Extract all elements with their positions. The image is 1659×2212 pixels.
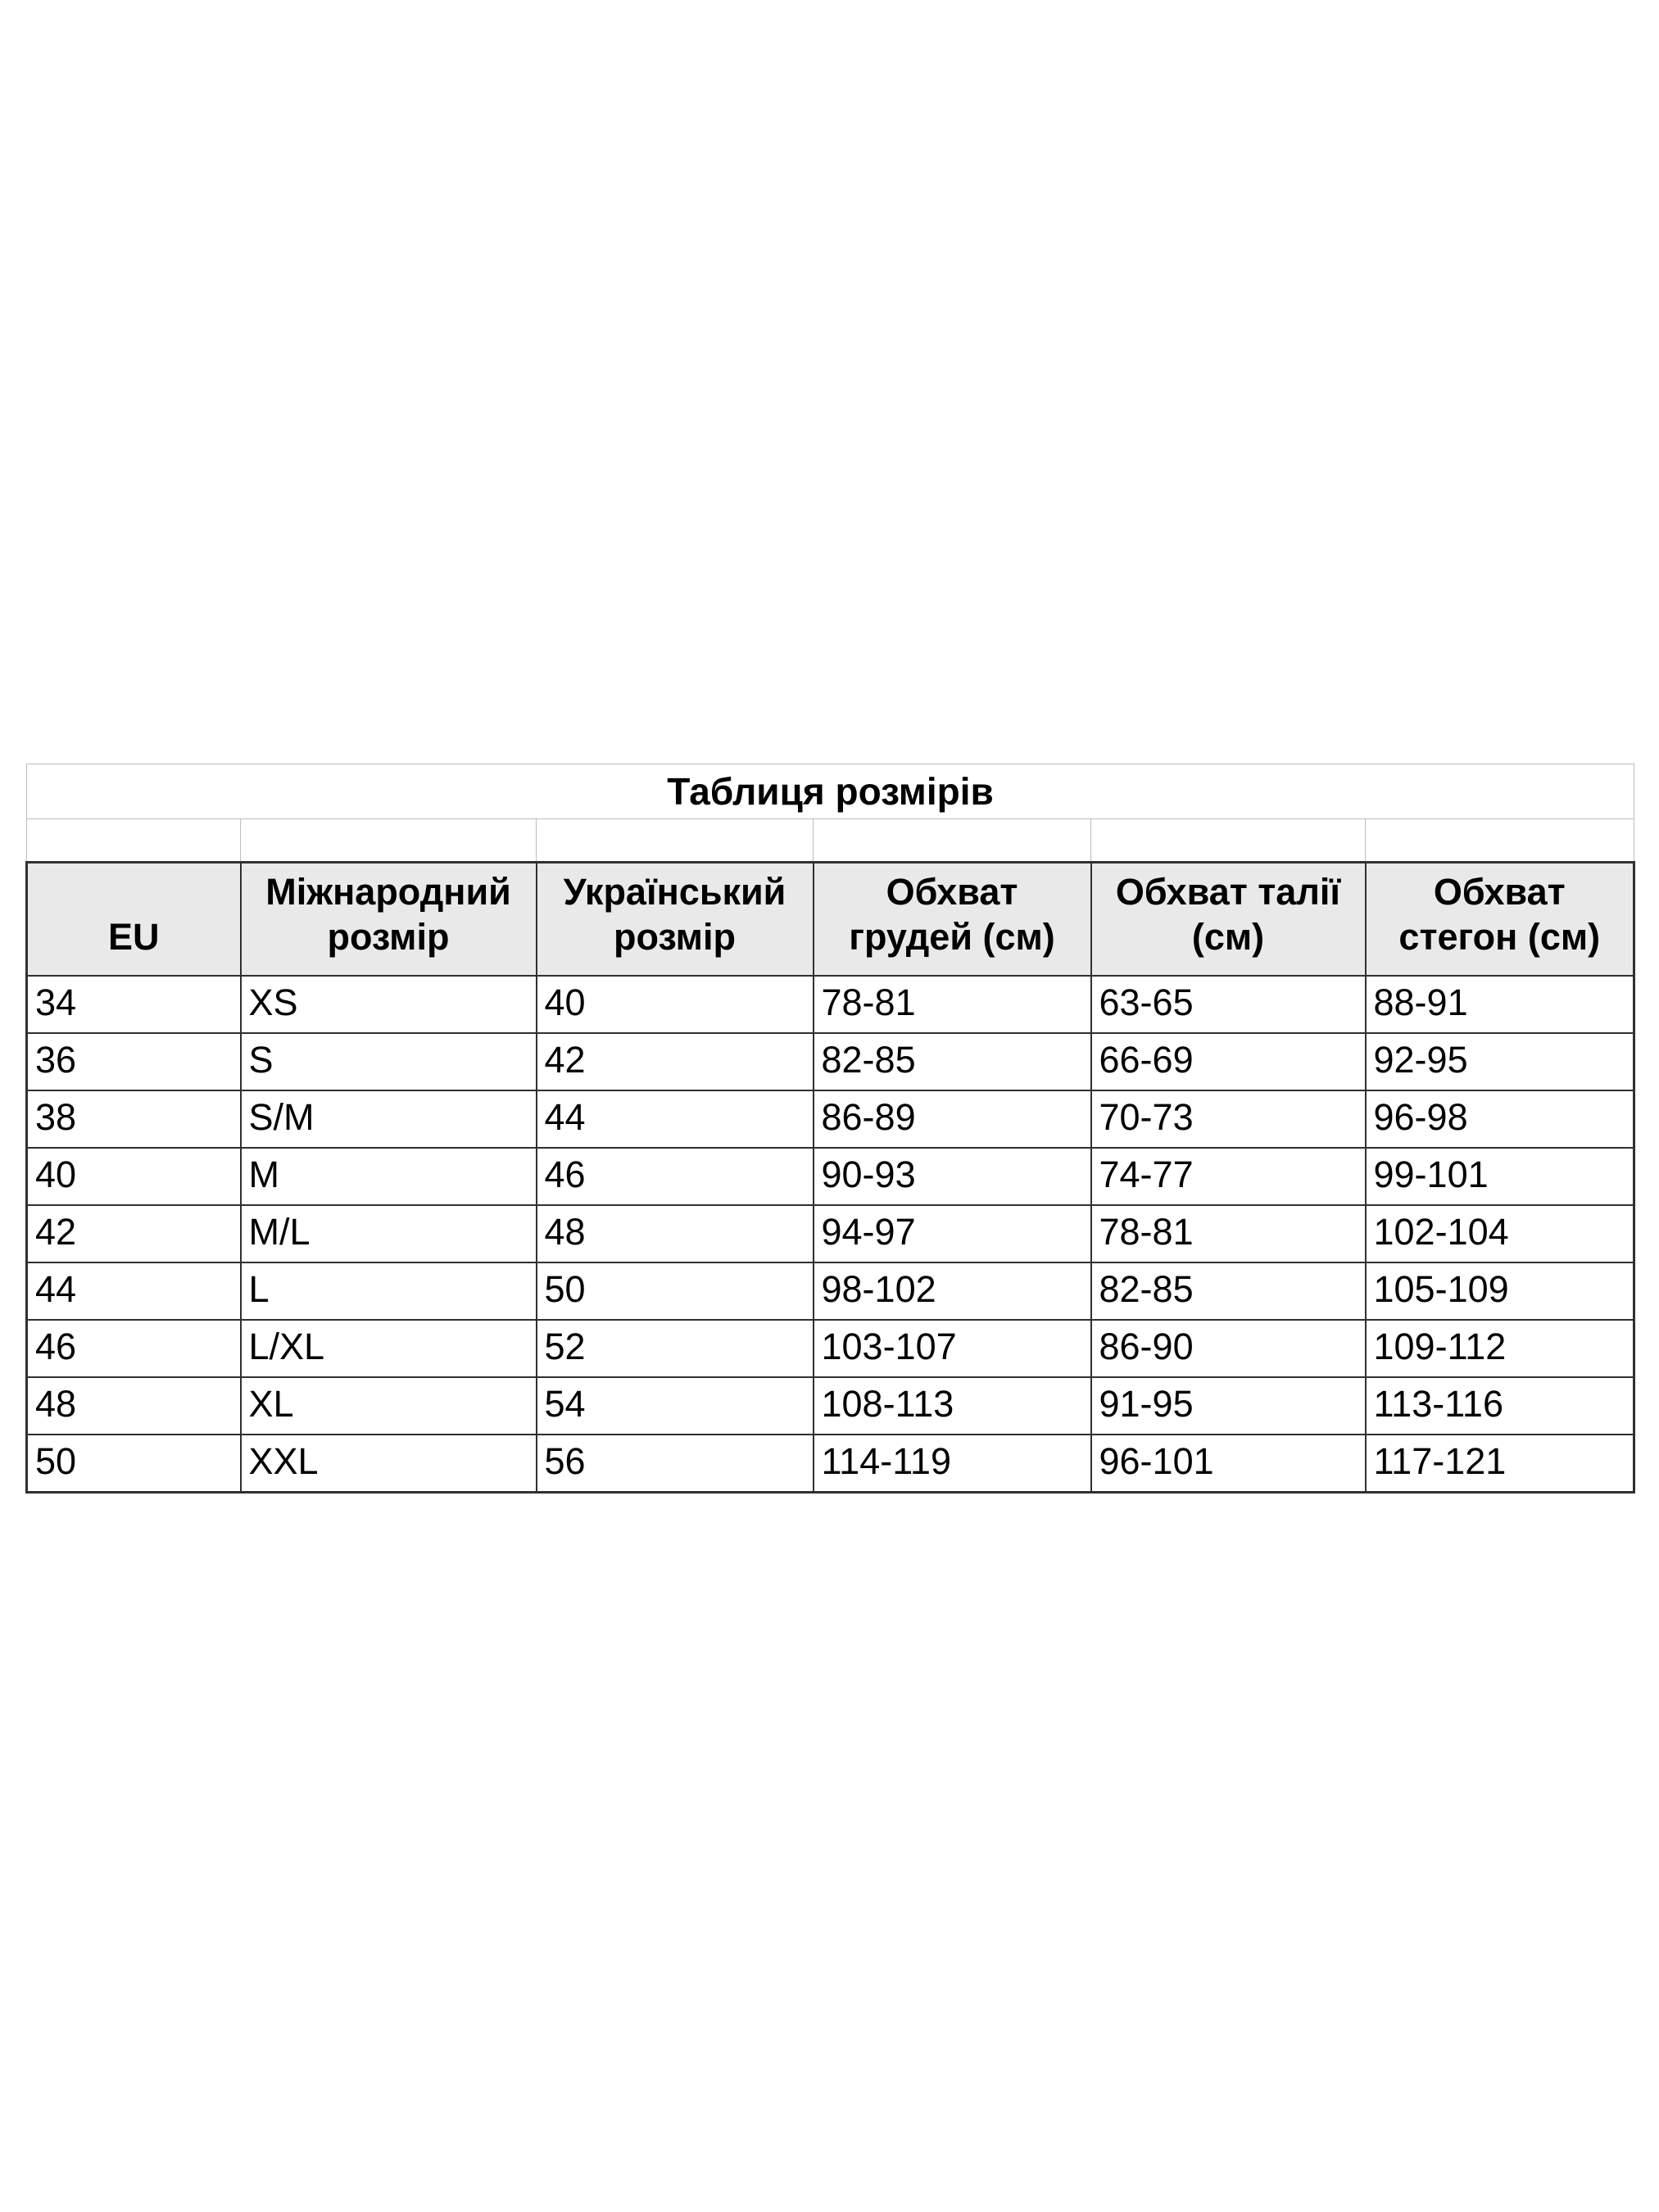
table-row xyxy=(27,1090,1634,1148)
table-row xyxy=(27,1205,1634,1262)
table-cell: 74-77 xyxy=(1091,1148,1366,1205)
column-header-eu: EU xyxy=(27,863,241,976)
table-cell: 44 xyxy=(537,1090,814,1148)
table-cell: 48 xyxy=(537,1205,814,1262)
table-cell: S/M xyxy=(241,1090,537,1148)
table-cell: 34 xyxy=(27,976,241,1033)
table-row xyxy=(27,1435,1634,1493)
table-row xyxy=(27,976,1634,1033)
column-header-hips: Обхват стегон (см) xyxy=(1366,863,1634,976)
table-row xyxy=(27,1033,1634,1090)
spacer-row xyxy=(27,819,1634,863)
spacer-cell xyxy=(1366,819,1634,863)
table-cell: XS xyxy=(241,976,537,1033)
table-cell: 108-113 xyxy=(814,1377,1091,1435)
table-row xyxy=(27,1148,1634,1205)
table-cell: 70-73 xyxy=(1091,1090,1366,1148)
table-cell: 56 xyxy=(537,1435,814,1493)
table-cell: 36 xyxy=(27,1033,241,1090)
table-cell: 86-89 xyxy=(814,1090,1091,1148)
table-cell: 90-93 xyxy=(814,1148,1091,1205)
table-cell: 96-101 xyxy=(1091,1435,1366,1493)
table-cell: 88-91 xyxy=(1366,976,1634,1033)
table-cell: 103-107 xyxy=(814,1320,1091,1377)
table-cell: 48 xyxy=(27,1377,241,1435)
table-cell: 78-81 xyxy=(814,976,1091,1033)
table-cell: 117-121 xyxy=(1366,1435,1634,1493)
table-row xyxy=(27,1377,1634,1435)
header-row xyxy=(27,863,1634,976)
table-cell: 52 xyxy=(537,1320,814,1377)
column-header-ukrainian-size: Український розмір xyxy=(537,863,814,976)
table-cell: 42 xyxy=(27,1205,241,1262)
table-cell: 99-101 xyxy=(1366,1148,1634,1205)
table-cell: 54 xyxy=(537,1377,814,1435)
table-cell: 66-69 xyxy=(1091,1033,1366,1090)
table-cell: 114-119 xyxy=(814,1435,1091,1493)
table-cell: 86-90 xyxy=(1091,1320,1366,1377)
table-cell: 40 xyxy=(27,1148,241,1205)
spacer-cell xyxy=(27,819,241,863)
table-cell: 46 xyxy=(537,1148,814,1205)
table-cell: XL xyxy=(241,1377,537,1435)
column-header-international-size: Міжнародний розмір xyxy=(241,863,537,976)
column-header-chest: Обхват грудей (см) xyxy=(814,863,1091,976)
table-cell: 94-97 xyxy=(814,1205,1091,1262)
table-cell: 109-112 xyxy=(1366,1320,1634,1377)
size-table xyxy=(25,764,1635,1494)
spacer-cell xyxy=(1091,819,1366,863)
spacer-cell xyxy=(537,819,814,863)
table-cell: 50 xyxy=(27,1435,241,1493)
table-cell: 82-85 xyxy=(1091,1262,1366,1320)
table-cell: 78-81 xyxy=(1091,1205,1366,1262)
table-cell: L/XL xyxy=(241,1320,537,1377)
table-cell: 105-109 xyxy=(1366,1262,1634,1320)
table-cell: 63-65 xyxy=(1091,976,1366,1033)
table-cell: 50 xyxy=(537,1262,814,1320)
table-row xyxy=(27,1262,1634,1320)
table-cell: 113-116 xyxy=(1366,1377,1634,1435)
table-cell: 96-98 xyxy=(1366,1090,1634,1148)
table-cell: M/L xyxy=(241,1205,537,1262)
table-cell: XXL xyxy=(241,1435,537,1493)
table-cell: 98-102 xyxy=(814,1262,1091,1320)
table-cell: 102-104 xyxy=(1366,1205,1634,1262)
table-row xyxy=(27,1320,1634,1377)
table-cell: 44 xyxy=(27,1262,241,1320)
table-cell: 42 xyxy=(537,1033,814,1090)
table-cell: 82-85 xyxy=(814,1033,1091,1090)
table-title-row xyxy=(27,764,1634,819)
spacer-cell xyxy=(814,819,1091,863)
table-cell: 91-95 xyxy=(1091,1377,1366,1435)
table-cell: 92-95 xyxy=(1366,1033,1634,1090)
table-cell: M xyxy=(241,1148,537,1205)
table-cell: 40 xyxy=(537,976,814,1033)
table-cell: 46 xyxy=(27,1320,241,1377)
table-cell: 38 xyxy=(27,1090,241,1148)
table-title: Таблиця розмірів xyxy=(27,764,1634,819)
column-header-waist: Обхват талії (см) xyxy=(1091,863,1366,976)
spacer-cell xyxy=(241,819,537,863)
table-cell: L xyxy=(241,1262,537,1320)
table-cell: S xyxy=(241,1033,537,1090)
